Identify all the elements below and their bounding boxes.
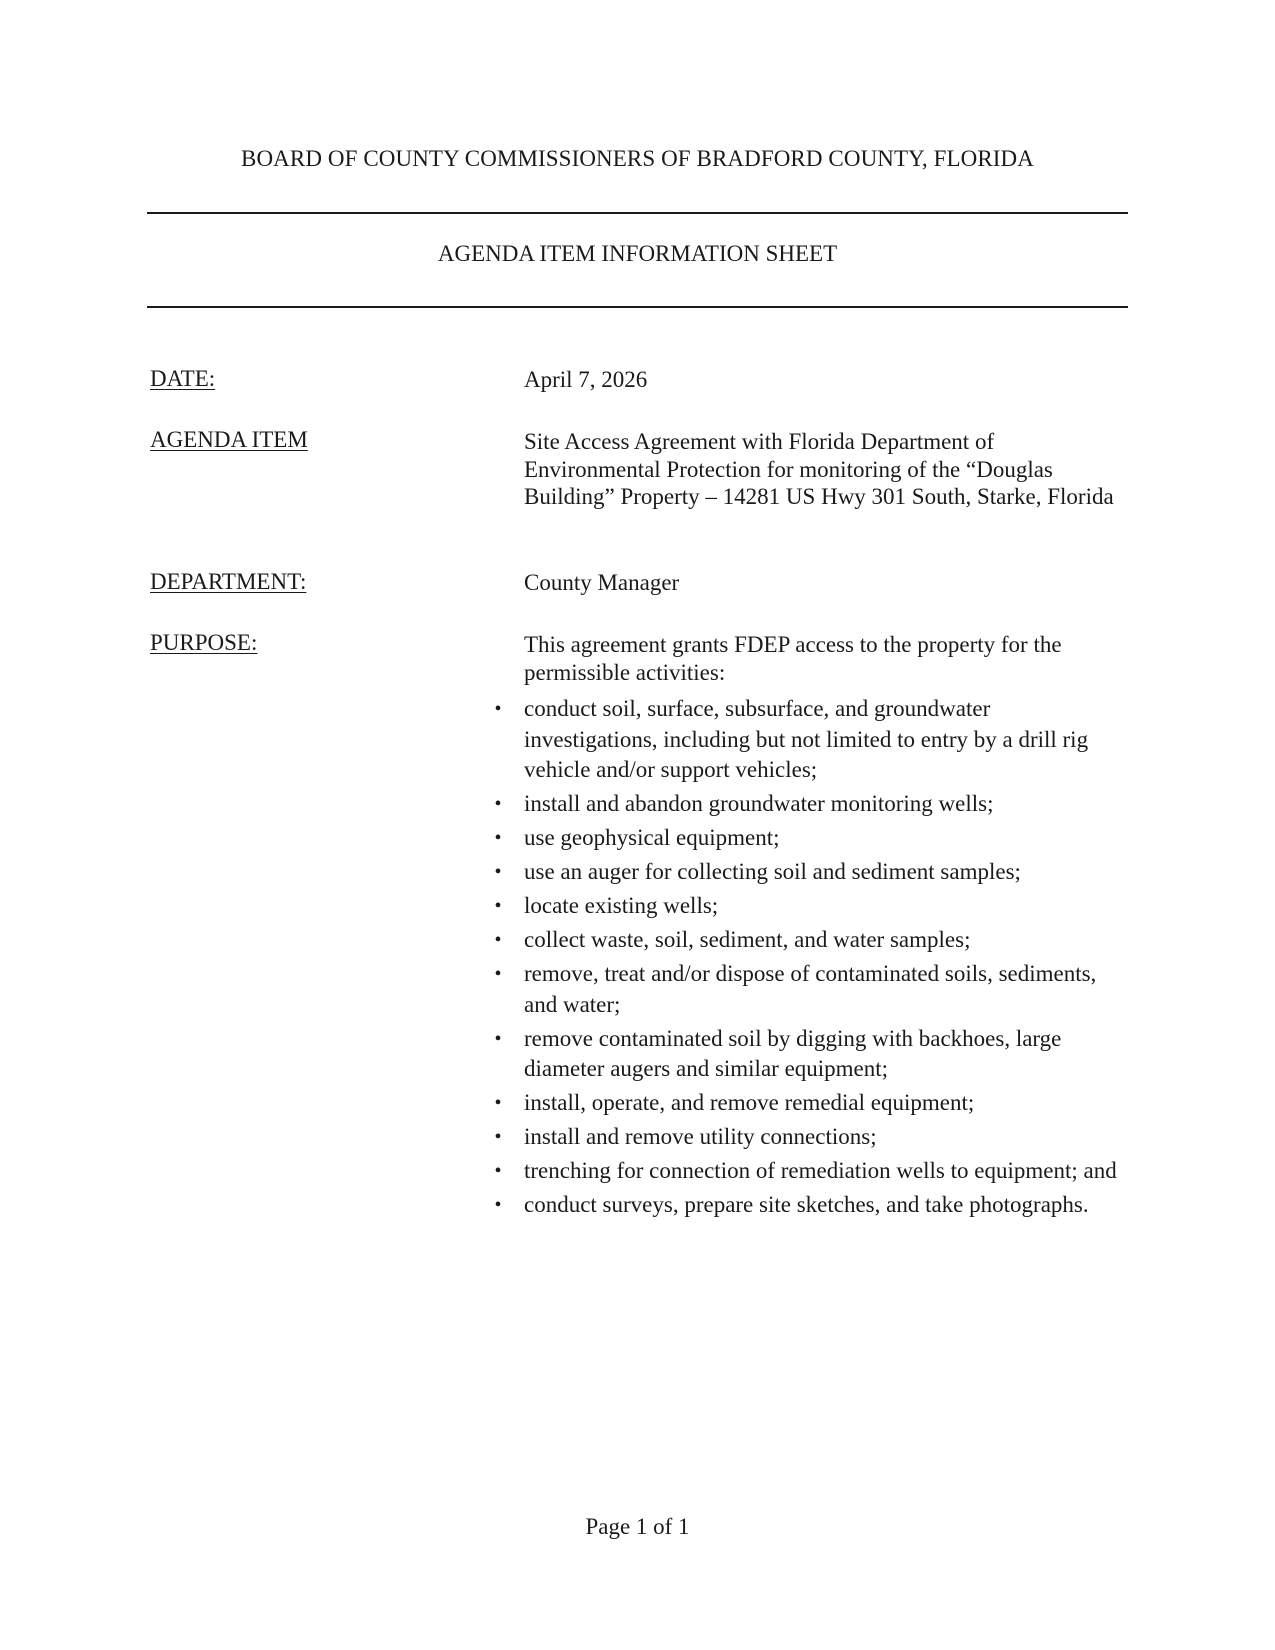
list-item-text: install, operate, and remove remedial equipment; — [524, 1090, 975, 1115]
list-item — [488, 857, 1128, 888]
purpose-intro: This agreement grants FDEP access to the property for the permissible activities: — [524, 632, 1062, 685]
bullet-icon: • — [494, 1194, 502, 1216]
department-label: DEPARTMENT: — [150, 569, 307, 594]
list-item-text: install and remove utility connections; — [524, 1124, 877, 1149]
list-item — [488, 694, 1128, 786]
bullet-icon: • — [494, 929, 502, 951]
list-item — [488, 823, 1128, 854]
bullet-icon: • — [494, 827, 502, 849]
list-item-text: install and abandon groundwater monitoring wells; — [524, 791, 994, 816]
bullet-icon: • — [494, 698, 502, 720]
list-item-text: conduct surveys, prepare site sketches, and take photographs. — [524, 1192, 1089, 1217]
list-item-text: trenching for connection of remediation wells to equipment; and — [524, 1158, 1117, 1183]
list-item-text: remove contaminated soil by digging with backhoes, large diameter augers and similar equipment; — [524, 1025, 1062, 1081]
agenda-item-label: AGENDA ITEM — [150, 427, 308, 452]
page-number: Page 1 of 1 — [585, 1514, 690, 1539]
list-item — [488, 1088, 1128, 1119]
purpose-label: PURPOSE: — [150, 630, 258, 655]
header-divider-top — [147, 212, 1128, 214]
bullet-icon: • — [494, 1126, 502, 1148]
list-item — [488, 959, 1128, 1020]
purpose-activities-list — [488, 694, 1128, 1224]
list-item — [488, 1024, 1128, 1085]
date-value: April 7, 2026 — [524, 367, 648, 392]
bullet-icon: • — [494, 1160, 502, 1182]
list-item — [488, 1156, 1128, 1187]
department-value: County Manager — [524, 570, 680, 595]
bullet-icon: • — [494, 1027, 502, 1050]
bullet-icon: • — [494, 895, 502, 917]
bullet-icon: • — [494, 793, 502, 815]
list-item — [488, 789, 1128, 820]
list-item — [488, 1122, 1128, 1153]
header-divider-bottom — [147, 306, 1128, 308]
bullet-icon: • — [494, 861, 502, 883]
organization-header: BOARD OF COUNTY COMMISSIONERS OF BRADFORD COUNTY, FLORIDA — [241, 146, 1034, 171]
agenda-item-value: Site Access Agreement with Florida Department of Environmental Protection for monitoring of the “Douglas Building” Property – 14281 US Hwy 301 South, Starke, Florida — [524, 429, 1114, 509]
sheet-title: AGENDA ITEM INFORMATION SHEET — [437, 241, 838, 266]
list-item-text: remove, treat and/or dispose of contaminated soils, sediments, and water; — [524, 961, 1097, 1017]
list-item — [488, 891, 1128, 922]
list-item-text: use an auger for collecting soil and sediment samples; — [524, 859, 1021, 884]
list-item — [488, 1190, 1128, 1221]
bullet-icon: • — [494, 1092, 502, 1114]
list-item — [488, 925, 1128, 956]
bullet-icon: • — [494, 963, 502, 985]
list-item-text: conduct soil, surface, subsurface, and groundwater investigations, including but not limited to entry by a drill rig vehicle and/or support vehicles; — [524, 696, 1089, 782]
list-item-text: collect waste, soil, sediment, and water samples; — [524, 927, 971, 952]
list-item-text: locate existing wells; — [524, 893, 719, 918]
date-label: DATE: — [150, 366, 216, 391]
list-item-text: use geophysical equipment; — [524, 825, 780, 850]
